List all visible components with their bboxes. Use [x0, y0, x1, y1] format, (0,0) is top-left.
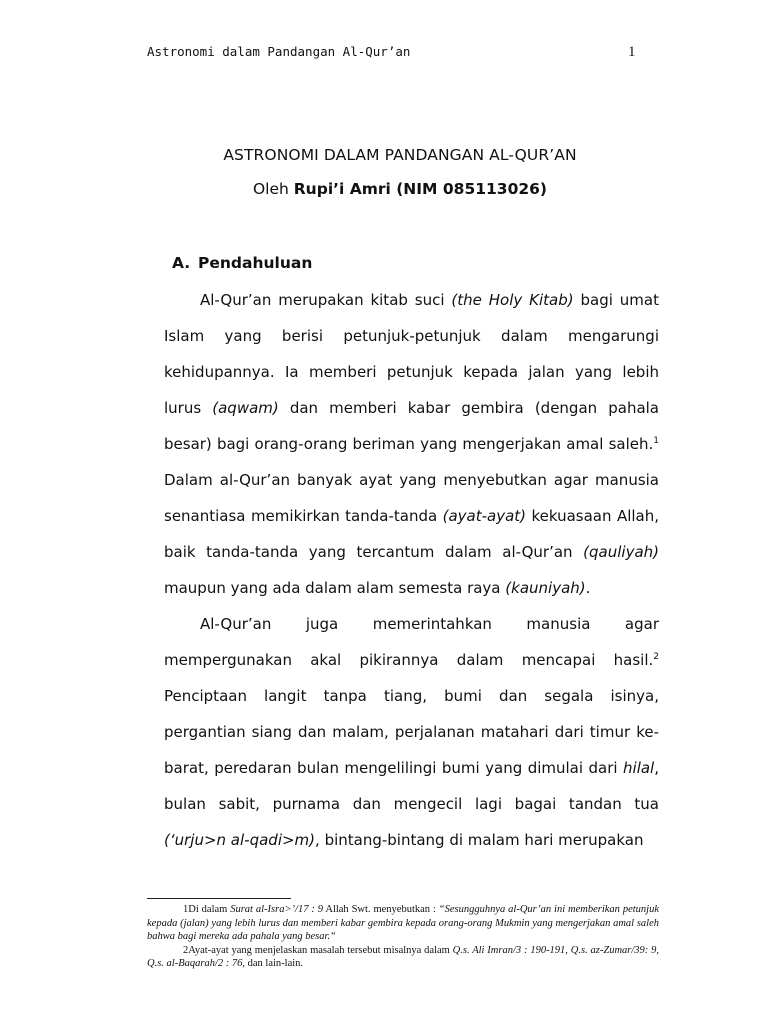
footnote-2 [147, 944, 659, 971]
byline [0, 180, 768, 198]
footnote-ref-1[interactable]: 1 [653, 436, 659, 446]
document-title: ASTRONOMI DALAM PANDANGAN AL-QUR’AN [223, 146, 577, 164]
p2-text-2: Penciptaan langit tanpa tiang, bumi dan segala isinya, pergantian siang dan malam, perjalanan matahari dari timur ke-barat, peredaran bulan mengelilingi bumi yang dimulai dari [164, 687, 659, 777]
paragraph-2 [164, 606, 659, 858]
fn1-text-2: Allah Swt. menyebutkan : [323, 904, 439, 915]
section-heading [172, 254, 312, 272]
p2-italic-1: hilal [623, 759, 655, 777]
p1-text-6: maupun yang ada dalam alam semesta raya [164, 579, 506, 597]
p1-text-7: . [585, 579, 591, 597]
section-title: Pendahuluan [198, 254, 313, 272]
p2-text-3: , bulan sabit, purnama dan mengecil lagi bagai tandan tua [164, 759, 659, 813]
page-number: 1 [628, 44, 636, 60]
footnote-divider [147, 898, 291, 899]
byline-prefix: Oleh [252, 180, 294, 198]
p1-italic-1: (the Holy Kitab) [451, 291, 574, 309]
body-text [164, 282, 659, 858]
footnotes [147, 903, 659, 971]
p1-italic-2: (aqwam) [212, 399, 279, 417]
p1-text-2: bagi umat Islam yang berisi petunjuk-petunjuk dalam mengarungi kehidupannya. Ia memberi petunjuk kepada jalan yang lebih lurus [164, 291, 659, 417]
p2-text-1: Al-Qur’an juga memerintahkan manusia agar mempergunakan akal pikirannya dalam mencapai hasil. [164, 615, 659, 669]
p2-italic-2: (‘urju>n al-qadi>m) [164, 831, 316, 849]
footnote-ref-2[interactable]: 2 [653, 652, 659, 662]
fn1-text-1: 1Di dalam [183, 904, 231, 915]
fn1-italic-2: “Sesungguhnya al-Qur’an ini memberikan petunjuk kepada (jalan) yang lebih lurus dan memberi kabar gembira kepada orang-orang Mukmin yang mengerjakan amal saleh bahwa bagi mereka ada pahala yang besar.“ [147, 904, 659, 942]
p2-text-4: , bintang-bintang di malam hari merupakan [315, 831, 644, 849]
p1-italic-5: (kauniyah) [505, 579, 586, 597]
byline-author: Rupi’i Amri (NIM 085113026) [293, 180, 548, 198]
fn2-text-1: 2Ayat-ayat yang menjelaskan masalah tersebut misalnya dalam [183, 944, 453, 956]
p1-text-4: Dalam al-Qur’an banyak ayat yang menyebutkan agar manusia senantiasa memikirkan tanda-tanda [164, 471, 659, 525]
fn2-italic-1: Q.s. Ali Imran/3 : 190-191, Q.s. az-Zumar/39: 9, Q.s. al-Baqarah/2 : 76, [147, 944, 660, 969]
fn1-italic-1: Surat al-Isra>’/17 : 9 [230, 904, 324, 915]
footnote-1 [147, 903, 659, 944]
paragraph-1 [164, 282, 659, 606]
p1-italic-3: (ayat-ayat) [442, 507, 527, 525]
running-header: Astronomi dalam Pandangan Al-Qur’an [147, 44, 411, 59]
p1-italic-4: (qauliyah) [583, 543, 659, 561]
fn2-text-2: dan lain-lain. [245, 958, 304, 969]
section-number: A. [172, 254, 191, 272]
p1-text-3: dan memberi kabar gembira (dengan pahala besar) bagi orang-orang beriman yang mengerjakan amal saleh. [164, 399, 659, 453]
p1-text-1: Al-Qur’an merupakan kitab suci [200, 291, 452, 309]
p1-text-5: kekuasaan Allah, baik tanda-tanda yang tercantum dalam al-Qur’an [164, 507, 660, 561]
